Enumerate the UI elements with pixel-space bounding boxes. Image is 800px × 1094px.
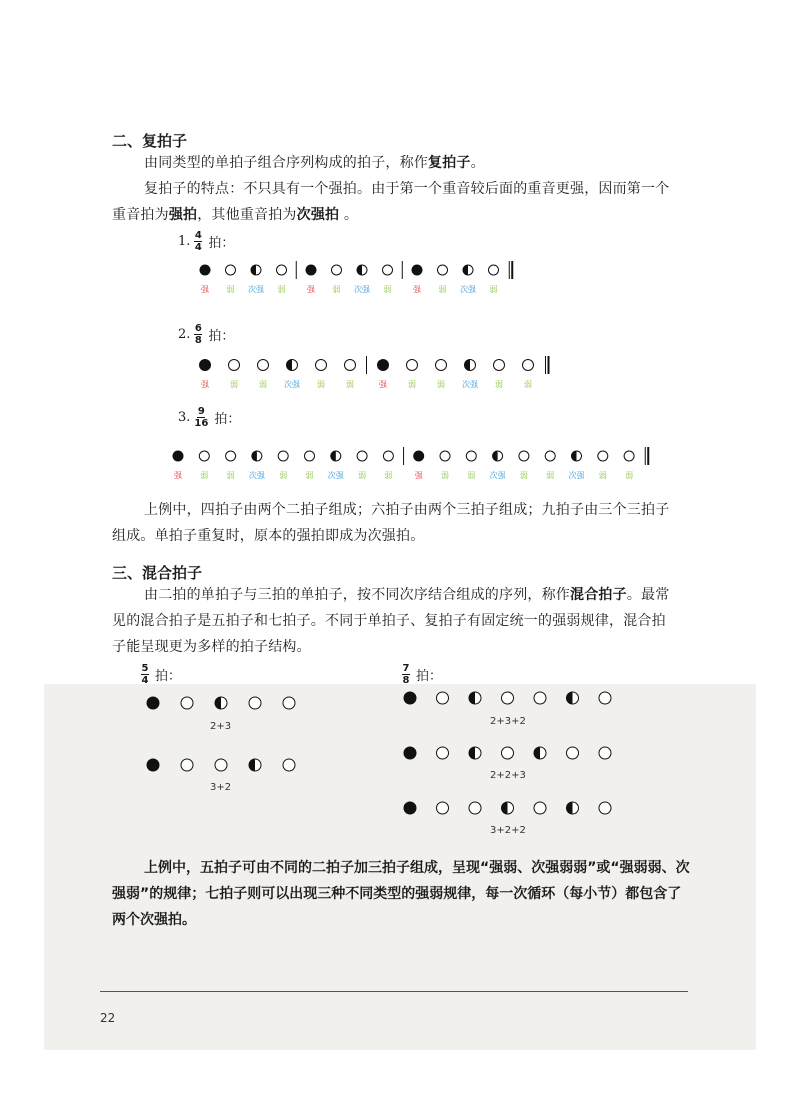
beat-accent-label: 弱 bbox=[259, 380, 267, 389]
ts-bottom: 8 bbox=[194, 335, 202, 347]
strong-beat-icon bbox=[404, 692, 416, 704]
term-compound-meter: 复拍子 bbox=[428, 155, 471, 171]
weak-beat-icon bbox=[199, 451, 209, 461]
medium-beat-icon bbox=[493, 451, 503, 461]
weak-beat-icon bbox=[494, 360, 505, 371]
example-suffix: 拍： bbox=[416, 669, 443, 685]
weak-beat-icon bbox=[357, 451, 367, 461]
weak-beat-icon bbox=[345, 360, 356, 371]
ts-top: 4 bbox=[194, 230, 202, 241]
weak-beat-icon bbox=[181, 759, 193, 771]
weak-beat-icon bbox=[277, 265, 287, 275]
footer-divider bbox=[100, 991, 688, 992]
beat-accent-label: 弱 bbox=[408, 380, 416, 389]
beat-accent-label: 强 bbox=[379, 380, 387, 389]
weak-beat-icon bbox=[316, 360, 327, 371]
beat-accent-label: 弱 bbox=[226, 285, 235, 294]
beat-accent-label: 弱 bbox=[625, 471, 634, 480]
beat-accent-label: 弱 bbox=[230, 380, 238, 389]
beat-accent-label: 强 bbox=[201, 380, 209, 389]
beat-accent-label: 次强 bbox=[460, 285, 476, 294]
weak-beat-icon bbox=[383, 265, 393, 275]
medium-beat-icon bbox=[249, 759, 261, 771]
medium-beat-icon bbox=[215, 697, 227, 709]
beat-accent-label: 弱 bbox=[277, 285, 286, 294]
seven-eight-label bbox=[402, 664, 442, 685]
weak-beat-icon bbox=[437, 692, 449, 704]
medium-beat-icon bbox=[469, 747, 481, 759]
example-suffix: 拍： bbox=[208, 329, 235, 345]
strong-beat-icon bbox=[414, 451, 424, 461]
page-number: 22 bbox=[100, 1011, 116, 1025]
beat-accent-label: 次强 bbox=[248, 471, 265, 480]
weak-beat-icon bbox=[469, 802, 481, 814]
weak-beat-icon bbox=[258, 360, 269, 371]
weak-beat-icon bbox=[437, 802, 449, 814]
weak-beat-icon bbox=[502, 692, 514, 704]
formula-3-2-2: 3+2+2 bbox=[490, 825, 526, 836]
time-signature-9-16 bbox=[194, 407, 208, 428]
weak-beat-icon bbox=[249, 697, 261, 709]
beat-row-7-8-c bbox=[402, 800, 622, 816]
weak-beat-icon bbox=[519, 451, 529, 461]
beat-accent-label: 次强 bbox=[489, 471, 506, 480]
para1-end: 。 bbox=[470, 155, 485, 171]
medium-beat-icon bbox=[331, 451, 341, 461]
strong-beat-icon bbox=[378, 360, 389, 371]
weak-beat-icon bbox=[624, 451, 634, 461]
beat-row-6-8 bbox=[195, 355, 555, 395]
ts-bottom: 16 bbox=[194, 418, 209, 430]
beat-accent-label: 弱 bbox=[200, 471, 209, 480]
weak-beat-icon bbox=[215, 759, 227, 771]
example-suffix: 拍： bbox=[155, 669, 182, 685]
beat-accent-label: 弱 bbox=[598, 471, 607, 480]
weak-beat-icon bbox=[599, 692, 611, 704]
strong-beat-icon bbox=[404, 747, 416, 759]
beat-accent-label: 弱 bbox=[317, 380, 325, 389]
para2-end: 。 bbox=[339, 207, 359, 223]
section3-summary: 上例中，五拍子可由不同的二拍子加三拍子组成，呈现“强弱、次强弱弱”或“强弱弱、次强弱”的规律；七拍子则可以出现三种不同类型的强弱规律，每一次循环（每小节）都包含了两个次强拍。 bbox=[112, 860, 690, 928]
beat-accent-label: 弱 bbox=[384, 471, 393, 480]
beat-row-4-4 bbox=[195, 260, 515, 300]
ts-bottom: 4 bbox=[194, 242, 202, 254]
medium-beat-icon bbox=[463, 265, 473, 275]
beat-accent-label: 弱 bbox=[519, 471, 528, 480]
section3-heading: 三、混合拍子 bbox=[112, 564, 203, 582]
section2-heading: 二、复拍子 bbox=[112, 132, 188, 150]
beat-row-9-16 bbox=[168, 446, 648, 486]
section2-summary: 上例中，四拍子由两个二拍子组成；六拍子由两个三拍子组成；九拍子由三个三拍子组成。单拍子重复时，原本的强拍即成为次强拍。 bbox=[112, 502, 670, 544]
section3-paragraph bbox=[112, 582, 678, 660]
weak-beat-icon bbox=[440, 451, 450, 461]
strong-beat-icon bbox=[147, 697, 159, 709]
medium-beat-icon bbox=[251, 265, 261, 275]
beat-accent-label: 强 bbox=[174, 471, 182, 480]
beat-accent-label: 次强 bbox=[568, 471, 585, 480]
medium-beat-icon bbox=[572, 451, 582, 461]
para2-text: 复拍子的特点：不只具有一个强拍。由于第一个重音较后面的重音更强，因而第一个重音拍为 bbox=[112, 181, 670, 223]
section3-text: 由二拍的单拍子与三拍的单拍子，按不同次序结合组成的序列，称作 bbox=[144, 587, 570, 603]
weak-beat-icon bbox=[489, 265, 499, 275]
beat-accent-label: 强 bbox=[307, 285, 315, 294]
medium-beat-icon bbox=[502, 802, 514, 814]
medium-beat-icon bbox=[287, 360, 298, 371]
ts-top: 5 bbox=[141, 663, 149, 674]
beat-row-5-4-a bbox=[145, 695, 305, 711]
example-suffix: 拍： bbox=[208, 236, 235, 252]
beat-accent-label: 次强 bbox=[354, 285, 370, 294]
ts-bottom: 8 bbox=[402, 675, 410, 687]
weak-beat-icon bbox=[534, 692, 546, 704]
beat-accent-label: 弱 bbox=[546, 471, 555, 480]
formula-2-3-2: 2+3+2 bbox=[490, 716, 526, 727]
medium-beat-icon bbox=[534, 747, 546, 759]
weak-beat-icon bbox=[226, 265, 236, 275]
section2-paragraph2 bbox=[112, 176, 678, 228]
weak-beat-icon bbox=[283, 697, 295, 709]
strong-beat-icon bbox=[200, 265, 210, 275]
weak-beat-icon bbox=[226, 451, 236, 461]
example-number: 2. bbox=[178, 327, 191, 343]
beat-accent-label: 弱 bbox=[383, 285, 392, 294]
strong-beat-icon bbox=[173, 451, 183, 461]
weak-beat-icon bbox=[278, 451, 288, 461]
weak-beat-icon bbox=[305, 451, 315, 461]
weak-beat-icon bbox=[545, 451, 555, 461]
beat-row-7-8-a bbox=[402, 690, 622, 706]
weak-beat-icon bbox=[523, 360, 534, 371]
weak-beat-icon bbox=[598, 451, 608, 461]
beat-accent-label: 次强 bbox=[462, 380, 478, 389]
para2-mid: ，其他重音拍为 bbox=[197, 207, 297, 223]
ts-top: 7 bbox=[402, 663, 410, 674]
beat-accent-label: 次强 bbox=[284, 380, 300, 389]
weak-beat-icon bbox=[534, 802, 546, 814]
medium-beat-icon bbox=[567, 802, 579, 814]
example-3-label bbox=[178, 407, 240, 428]
weak-beat-icon bbox=[229, 360, 240, 371]
weak-beat-icon bbox=[407, 360, 418, 371]
beat-accent-label: 次强 bbox=[327, 471, 344, 480]
formula-2-2-3: 2+2+3 bbox=[490, 770, 526, 781]
weak-beat-icon bbox=[181, 697, 193, 709]
example-number: 3. bbox=[178, 410, 191, 426]
strong-beat-icon bbox=[306, 265, 316, 275]
medium-beat-icon bbox=[465, 360, 476, 371]
example-suffix: 拍： bbox=[214, 412, 241, 428]
beat-accent-label: 弱 bbox=[346, 380, 354, 389]
para1-text: 由同类型的单拍子组合序列构成的拍子，称作 bbox=[144, 155, 428, 171]
beat-accent-label: 弱 bbox=[495, 380, 503, 389]
weak-beat-icon bbox=[283, 759, 295, 771]
beat-accent-label: 弱 bbox=[467, 471, 476, 480]
beat-accent-label: 弱 bbox=[305, 471, 314, 480]
beat-accent-label: 强 bbox=[201, 285, 209, 294]
example-2-label bbox=[178, 324, 234, 345]
weak-beat-icon bbox=[599, 802, 611, 814]
time-signature-5-4 bbox=[141, 664, 149, 685]
beat-row-5-4-b bbox=[145, 757, 305, 773]
weak-beat-icon bbox=[437, 747, 449, 759]
ts-bottom: 4 bbox=[141, 675, 149, 687]
weak-beat-icon bbox=[438, 265, 448, 275]
weak-beat-icon bbox=[567, 747, 579, 759]
time-signature-6-8 bbox=[194, 324, 202, 345]
beat-accent-label: 弱 bbox=[441, 471, 449, 480]
weak-beat-icon bbox=[502, 747, 514, 759]
beat-accent-label: 弱 bbox=[438, 285, 447, 294]
term-mixed-meter: 混合拍子 bbox=[570, 587, 627, 603]
beat-accent-label: 弱 bbox=[524, 380, 532, 389]
weak-beat-icon bbox=[383, 451, 393, 461]
ts-top: 6 bbox=[194, 323, 202, 334]
medium-beat-icon bbox=[469, 692, 481, 704]
beat-accent-label: 弱 bbox=[279, 471, 288, 480]
example-1-label bbox=[178, 231, 234, 252]
term-strong-beat: 强拍 bbox=[168, 207, 198, 223]
weak-beat-icon bbox=[599, 747, 611, 759]
medium-beat-icon bbox=[252, 451, 262, 461]
weak-beat-icon bbox=[332, 265, 342, 275]
strong-beat-icon bbox=[147, 759, 159, 771]
time-signature-4-4 bbox=[194, 231, 202, 252]
time-signature-7-8 bbox=[402, 664, 410, 685]
beat-accent-label: 次强 bbox=[248, 285, 264, 294]
beat-accent-label: 弱 bbox=[332, 285, 341, 294]
beat-accent-label: 弱 bbox=[358, 471, 367, 480]
section3-text-end: 。最常见的混合拍子是五拍子和七拍子。不同于单拍子、复拍子有固定统一的强弱规律，混合拍子能呈现更为多样的拍子结构。 bbox=[112, 587, 670, 655]
weak-beat-icon bbox=[466, 451, 476, 461]
beat-accent-label: 弱 bbox=[489, 285, 498, 294]
formula-2-3: 2+3 bbox=[210, 721, 232, 732]
term-secondary-strong-beat: 次强拍 bbox=[296, 207, 340, 223]
ts-top: 9 bbox=[197, 406, 205, 417]
example-number: 1. bbox=[178, 234, 191, 250]
beat-row-7-8-b bbox=[402, 745, 622, 761]
beat-accent-label: 强 bbox=[413, 285, 421, 294]
beat-accent-label: 强 bbox=[414, 471, 423, 480]
weak-beat-icon bbox=[436, 360, 447, 371]
beat-accent-label: 弱 bbox=[226, 471, 235, 480]
formula-3-2: 3+2 bbox=[210, 782, 232, 793]
five-four-label bbox=[141, 664, 181, 685]
medium-beat-icon bbox=[357, 265, 367, 275]
strong-beat-icon bbox=[404, 802, 416, 814]
section2-paragraph1 bbox=[112, 150, 678, 176]
strong-beat-icon bbox=[200, 360, 211, 371]
medium-beat-icon bbox=[567, 692, 579, 704]
strong-beat-icon bbox=[412, 265, 422, 275]
beat-accent-label: 弱 bbox=[437, 380, 445, 389]
